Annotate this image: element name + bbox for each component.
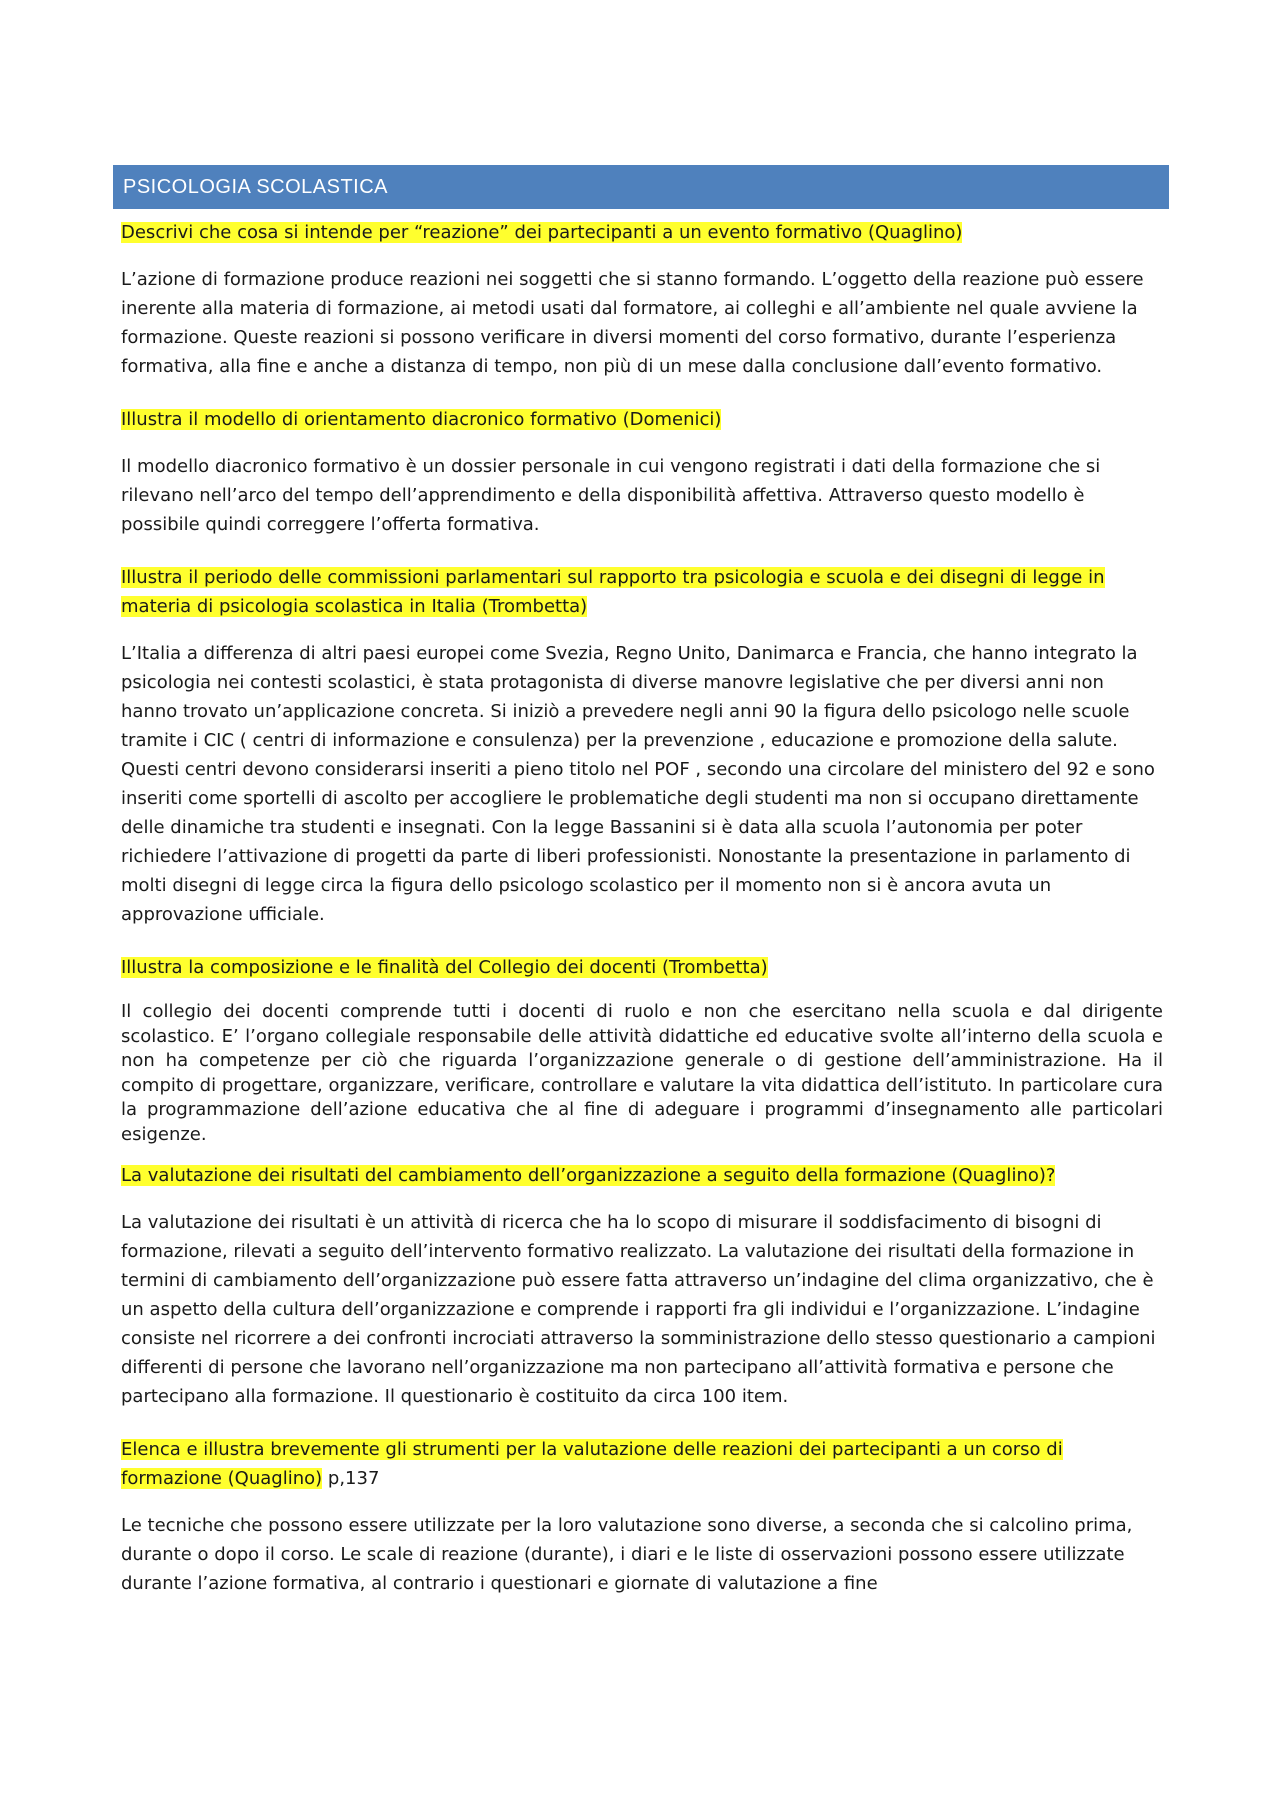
answer-4: Il collegio dei docenti comprende tutti i docenti di ruolo e non che esercitano nella scuola e dal dirigente scolastico. E’ l’organo collegiale responsabile delle attività didattiche ed educative svolte all’interno della scuola e non ha competenze per ciò che riguarda l’organizzazione generale o di gestione dell’amministrazione. Ha il compito di progettare, organizzare, verificare, controllare e valutare la vita didattica dell’istituto. In particolare cura la programmazione dell’azione educativa che al fine di adeguare i programmi d’insegnamento alle particolari esigenze.	[121, 1001, 1163, 1145]
question-3	[121, 563, 1163, 621]
question-highlight: Descrivi che cosa si intende per “reazione” dei partecipanti a un evento formativo (Quaglino)	[121, 222, 963, 243]
answer-5: La valutazione dei risultati è un attività di ricerca che ha lo scopo di misurare il soddisfacimento di bisogni di formazione, rilevati a seguito dell’intervento formativo realizzato. La valutazione dei risultati della formazione in termini di cambiamento dell’organizzazione può essere fatta attraverso un’indagine del clima organizzativo, che è un aspetto della cultura dell’organizzazione e comprende i rapporti fra gli individui e l’organizzazione. L’indagine consiste nel ricorrere a dei confronti incrociati attraverso la somministrazione dello stesso questionario a campioni differenti di persone che lavorano nell’organizzazione ma non partecipano all’attività formativa e persone che partecipano alla formazione. Il questionario è costituito da circa 100 item.	[121, 1212, 1156, 1407]
question-2	[121, 405, 1163, 434]
question-highlight: Illustra il periodo delle commissioni parlamentari sul rapporto tra psicologia e scuola e dei disegni di legge in materia di psicologia scolastica in Italia (Trombetta)	[121, 567, 1105, 617]
answer-6: Le tecniche che possono essere utilizzate per la loro valutazione sono diverse, a seconda che si calcolino prima, durante o dopo il corso. Le scale di reazione (durante), i diari e le liste di osservazioni possono essere utilizzate durante l’azione formativa, al contrario i questionari e giornate di valutazione a fine	[121, 1515, 1133, 1594]
question-5	[121, 1161, 1163, 1190]
question-1	[121, 218, 1163, 247]
question-4	[121, 953, 1163, 982]
answer-2: Il modello diacronico formativo è un dossier personale in cui vengono registrati i dati della formazione che si rilevano nell’arco del tempo dell’apprendimento e della disponibilità affettiva. Attraverso questo modello è possibile quindi correggere l’offerta formativa.	[121, 456, 1101, 535]
section-title: PSICOLOGIA SCOLASTICA	[113, 165, 1169, 209]
question-highlight: Elenca e illustra brevemente gli strumenti per la valutazione delle reazioni dei partecipanti a un corso di formazione (Quaglino)	[121, 1439, 1063, 1489]
answer-1: L’azione di formazione produce reazioni nei soggetti che si stanno formando. L’oggetto della reazione può essere inerente alla materia di formazione, ai metodi usati dal formatore, ai colleghi e all’ambiente nel quale avviene la formazione. Queste reazioni si possono verificare in diversi momenti del corso formativo, durante l’esperienza formativa, alla fine e anche a distanza di tempo, non più di un mese dalla conclusione dall’evento formativo.	[121, 269, 1144, 377]
question-highlight: La valutazione dei risultati del cambiamento dell’organizzazione a seguito della formazione (Quaglino)?	[121, 1165, 1056, 1186]
answer-3: L’Italia a differenza di altri paesi europei come Svezia, Regno Unito, Danimarca e Francia, che hanno integrato la psicologia nei contesti scolastici, è stata protagonista di diverse manovre legislative che per diversi anni non hanno trovato un’applicazione concreta. Si iniziò a prevedere negli anni 90 la figura dello psicologo nelle scuole tramite i CIC ( centri di informazione e consulenza) per la prevenzione , educazione e promozione della salute. Questi centri devono considerarsi inseriti a pieno titolo nel POF , secondo una circolare del ministero del 92 e sono inseriti come sportelli di ascolto per accogliere le problematiche degli studenti ma non si occupano direttamente delle dinamiche tra studenti e insegnati. Con la legge Bassanini si è data alla scuola l’autonomia per poter richiedere l’attivazione di progetti da parte di liberi professionisti. Nonostante la presentazione in parlamento di molti disegni di legge circa la figura dello psicologo scolastico per il momento non si è ancora avuta un approvazione ufficiale.	[121, 643, 1155, 925]
question-highlight: Illustra il modello di orientamento diacronico formativo (Domenici)	[121, 409, 722, 430]
qa-list	[121, 218, 1163, 1598]
page-reference: p,137	[322, 1468, 380, 1489]
question-6	[121, 1435, 1163, 1493]
question-highlight: Illustra la composizione e le finalità del Collegio dei docenti (Trombetta)	[121, 957, 768, 978]
